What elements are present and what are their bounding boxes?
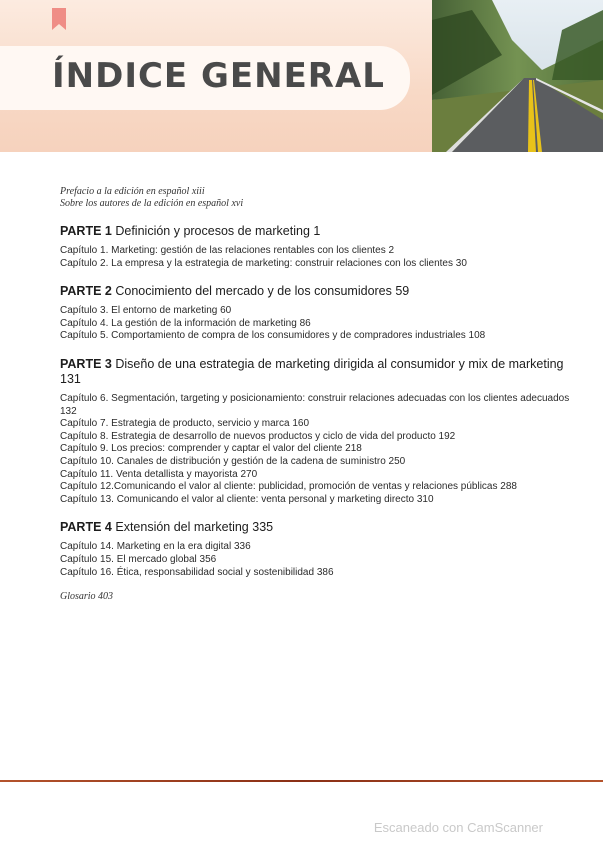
page-title: ÍNDICE GENERAL — [52, 56, 385, 96]
authors-entry[interactable]: Sobre los autores de la edición en español xvi — [60, 198, 244, 209]
chapter-entry[interactable]: Capítulo 14. Marketing en la era digital 336 — [60, 541, 251, 553]
part-title: Diseño de una estrategia de marketing dirigida al consumidor y mix de marketing 131 — [60, 356, 564, 386]
chapter-list-3 — [60, 393, 580, 506]
part-title: Conocimiento del mercado y de los consumidores 59 — [115, 284, 410, 299]
part-title: Extensión del marketing 335 — [115, 520, 274, 535]
part-number: PARTE 3 — [60, 356, 112, 371]
chapter-list-1 — [60, 245, 580, 270]
chapter-entry[interactable]: Capítulo 5. Comportamiento de compra de los consumidores y de compradores industriales 108 — [60, 330, 486, 342]
part-title: Definición y procesos de marketing 1 — [115, 224, 321, 238]
bookmark-icon — [52, 8, 66, 24]
part-number: PARTE 4 — [60, 520, 112, 535]
header-band — [0, 0, 603, 152]
part-number: PARTE 1 — [60, 224, 112, 238]
bottom-rule — [0, 780, 603, 782]
chapter-entry[interactable]: Capítulo 4. La gestión de la información de marketing 86 — [60, 317, 311, 329]
chapter-list-2 — [60, 305, 580, 343]
part-heading-2[interactable] — [60, 284, 580, 299]
preface-entry[interactable]: Prefacio a la edición en español xiii — [60, 186, 205, 197]
chapter-entry[interactable]: Capítulo 10. Canales de distribución y gestión de la cadena de suministro 250 — [60, 455, 406, 467]
chapter-entry[interactable]: Capítulo 15. El mercado global 356 — [60, 553, 217, 565]
road-photo — [432, 0, 603, 152]
chapter-entry[interactable]: Capítulo 9. Los precios: comprender y captar el valor del cliente 218 — [60, 443, 362, 455]
chapter-entry[interactable]: Capítulo 13. Comunicando el valor al cliente: venta personal y marketing directo 310 — [60, 493, 434, 505]
part-heading-1[interactable] — [60, 224, 580, 239]
chapter-entry[interactable]: Capítulo 11. Venta detallista y mayorista 270 — [60, 468, 258, 480]
chapter-entry[interactable]: Capítulo 7. Estrategia de producto, servicio y marca 160 — [60, 418, 310, 430]
chapter-entry[interactable]: Capítulo 16. Ética, responsabilidad social y sostenibilidad 386 — [60, 566, 334, 578]
part-number: PARTE 2 — [60, 284, 112, 299]
chapter-list-4 — [60, 541, 580, 579]
chapter-entry[interactable]: Capítulo 1. Marketing: gestión de las relaciones rentables con los clientes 2 — [60, 245, 395, 256]
part-heading-3[interactable] — [60, 357, 580, 387]
chapter-entry[interactable]: Capítulo 6. Segmentación, targeting y posicionamiento: construir relaciones adecuadas con los clientes adecuados 132 — [60, 392, 570, 417]
scanner-watermark: Escaneado con CamScanner — [373, 820, 543, 835]
glossary-entry[interactable]: Glosario 403 — [60, 591, 114, 603]
chapter-entry[interactable]: Capítulo 3. El entorno de marketing 60 — [60, 305, 232, 317]
chapter-entry[interactable]: Capítulo 2. La empresa y la estrategia de marketing: construir relaciones con los clientes 30 — [60, 257, 467, 269]
part-heading-4[interactable] — [60, 520, 580, 535]
chapter-entry[interactable]: Capítulo 8. Estrategia de desarrollo de nuevos productos y ciclo de vida del producto 192 — [60, 430, 456, 442]
chapter-entry[interactable]: Capítulo 12.Comunicando el valor al cliente: publicidad, promoción de ventas y relaciones públicas 288 — [60, 481, 517, 493]
table-of-contents — [60, 186, 580, 602]
